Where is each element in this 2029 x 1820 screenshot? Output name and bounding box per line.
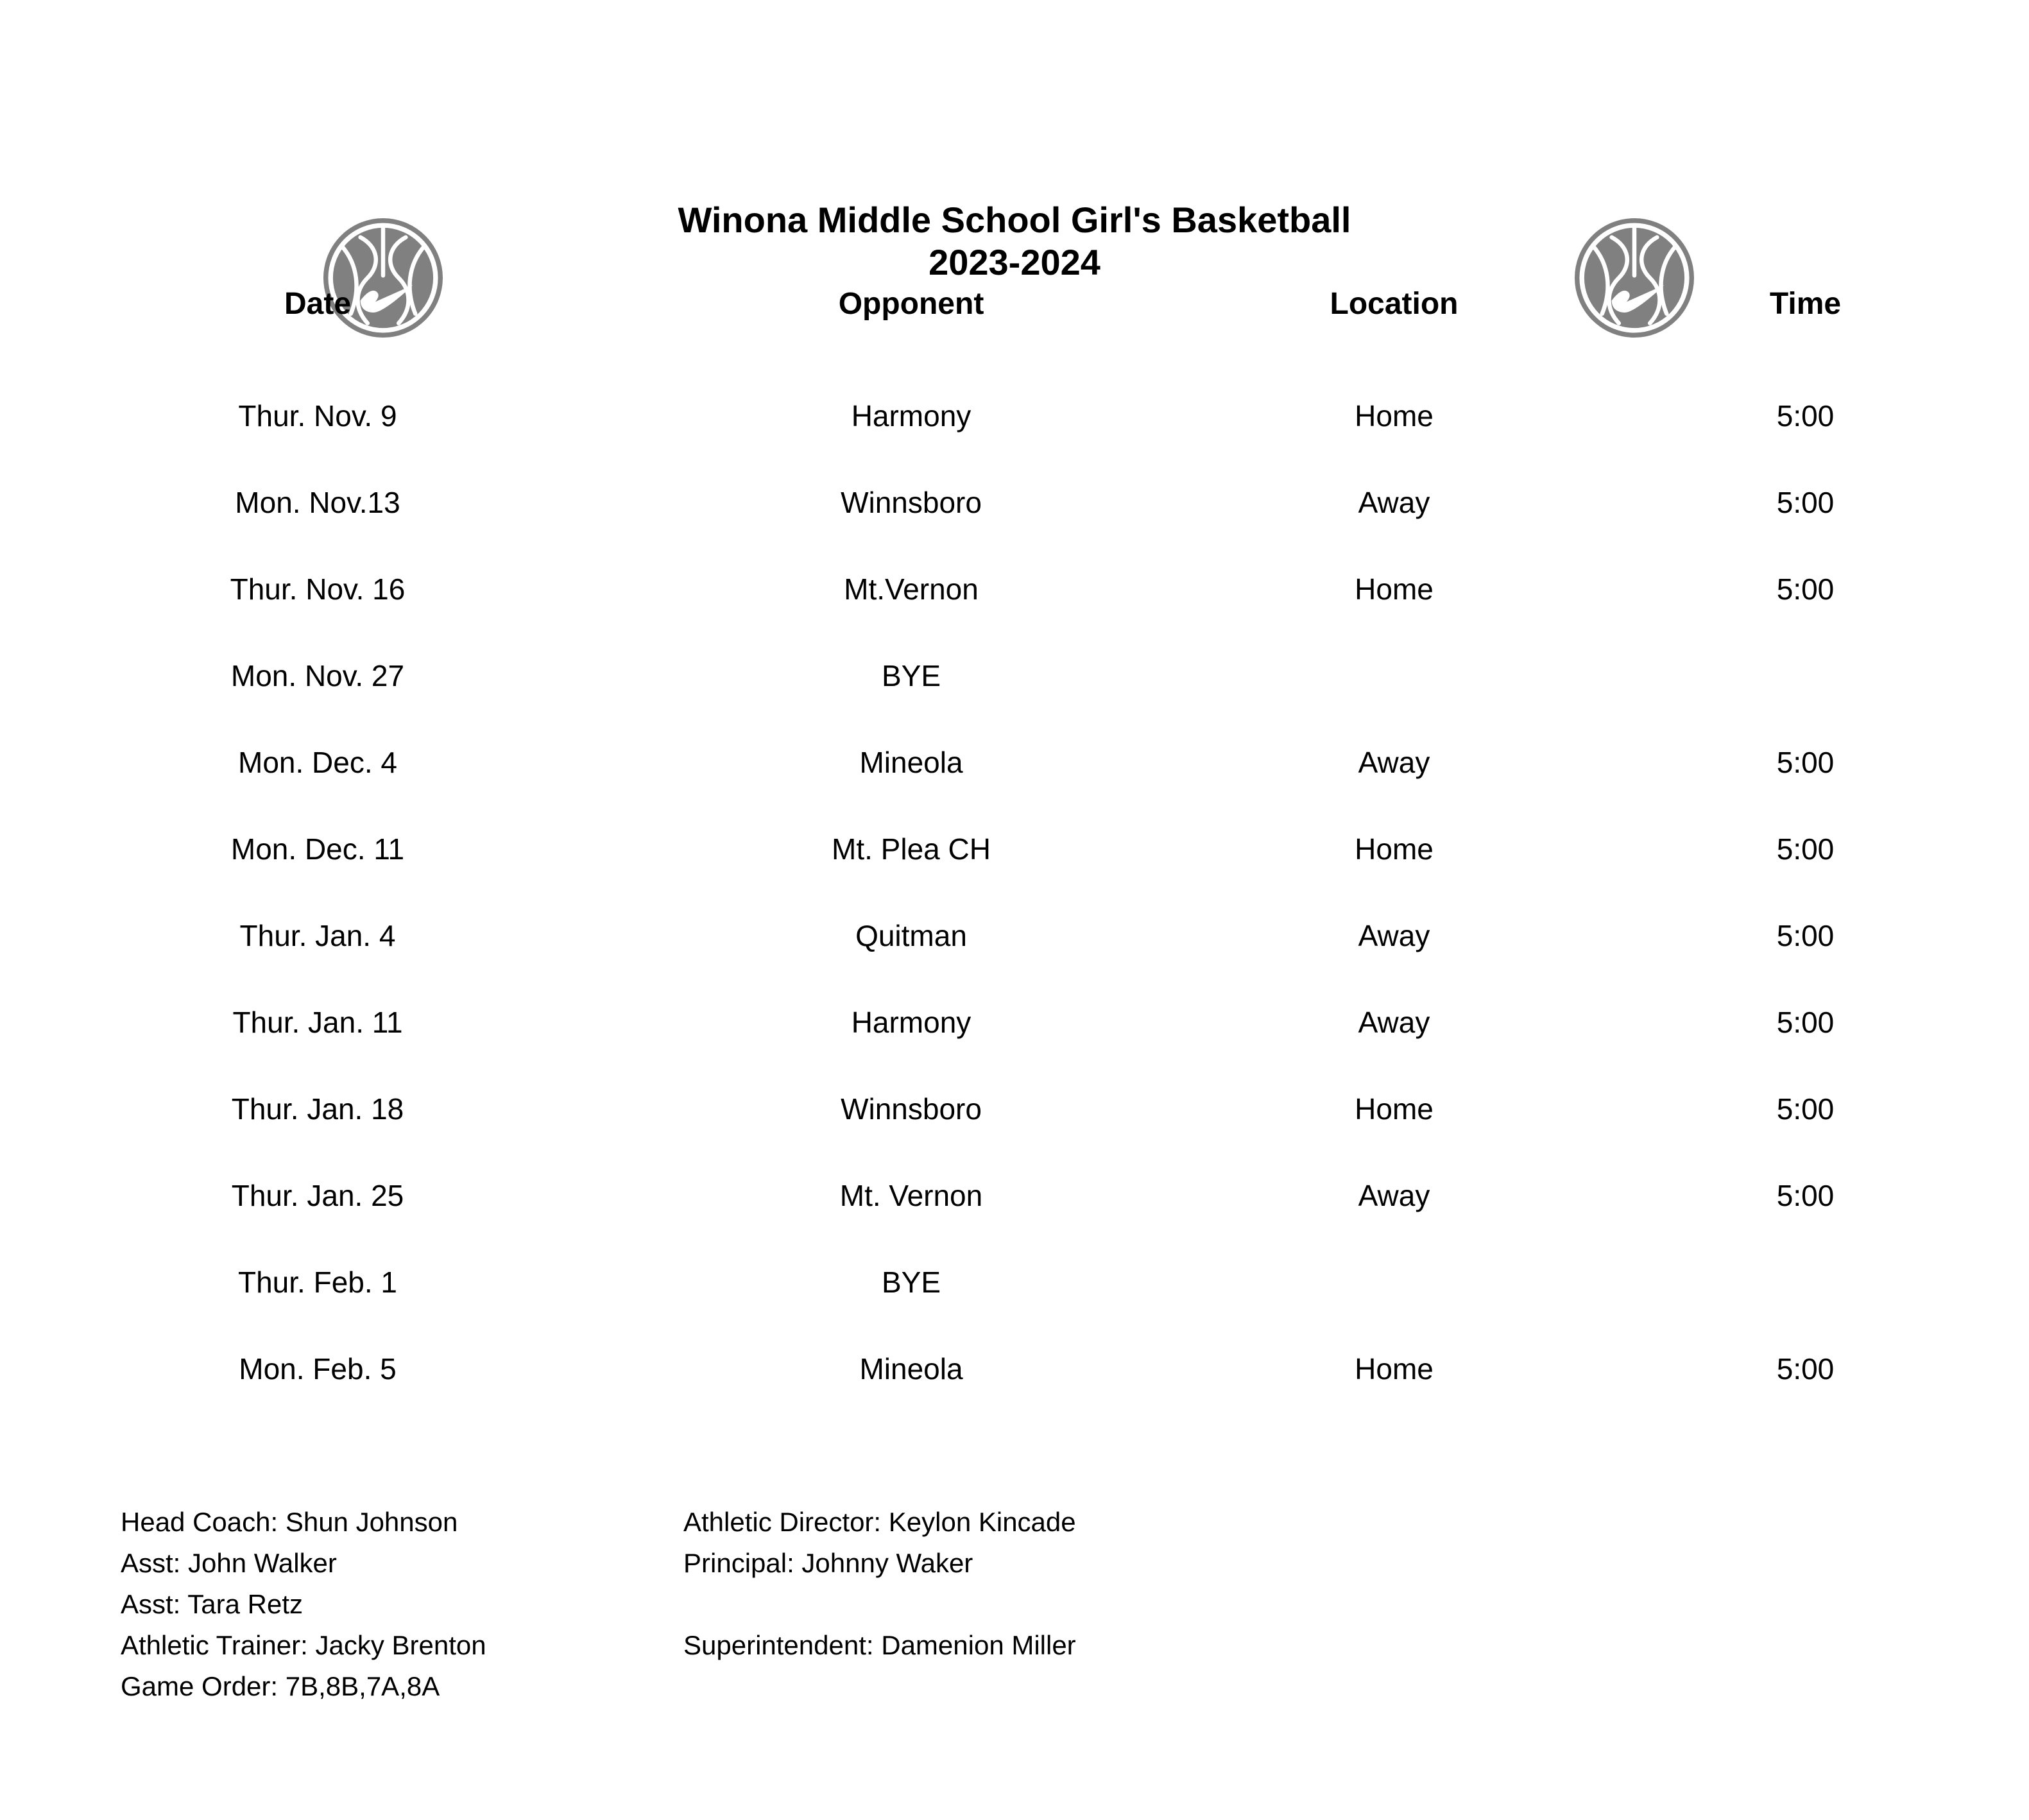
cell-time: 5:00 — [1776, 1092, 1835, 1126]
cell-time — [1601, 1239, 2029, 1325]
staff-entry-left: Asst: Tara Retz — [121, 1589, 303, 1619]
staff-row — [121, 1502, 1532, 1543]
cell-location: Away — [1358, 918, 1430, 952]
column-header-date: Date — [284, 287, 352, 321]
cell-opponent: Quitman — [855, 918, 967, 952]
table-row — [0, 1325, 2029, 1412]
cell-date: Thur. Feb. 1 — [237, 1265, 397, 1299]
staff-row — [121, 1666, 1532, 1707]
cell-opponent: Mt. Plea CH — [832, 832, 991, 866]
page-header — [0, 96, 2029, 283]
cell-time: 5:00 — [1776, 1352, 1835, 1386]
table-row — [0, 459, 2029, 545]
cell-location: Away — [1358, 745, 1430, 779]
column-header-location: Location — [1330, 287, 1459, 321]
cell-opponent: BYE — [881, 658, 941, 692]
staff-row — [121, 1625, 1532, 1666]
staff-row — [121, 1584, 1532, 1625]
cell-time: 5:00 — [1776, 918, 1835, 952]
cell-location: Away — [1358, 1005, 1430, 1039]
cell-date: Thur. Jan. 25 — [231, 1178, 404, 1212]
cell-location: Home — [1355, 399, 1434, 433]
cell-time: 5:00 — [1776, 1005, 1835, 1039]
staff-entry-right: Athletic Director: Keylon Kincade — [683, 1507, 1076, 1537]
cell-time: 5:00 — [1776, 399, 1835, 433]
cell-location — [1187, 632, 1601, 719]
cell-time: 5:00 — [1776, 1178, 1835, 1212]
staff-entry-left: Game Order: 7B,8B,7A,8A — [121, 1671, 440, 1701]
cell-time: 5:00 — [1776, 832, 1835, 866]
staff-entry-left: Asst: John Walker — [121, 1548, 337, 1578]
schedule-table — [0, 289, 2029, 1412]
table-row — [0, 632, 2029, 719]
column-header-time: Time — [1769, 287, 1842, 321]
cell-location: Home — [1355, 1092, 1434, 1126]
cell-opponent: Harmony — [851, 399, 972, 433]
staff-row — [121, 1543, 1532, 1584]
table-row — [0, 1065, 2029, 1152]
cell-date: Mon. Nov.13 — [235, 485, 400, 519]
table-row — [0, 719, 2029, 805]
title-block — [469, 199, 1560, 284]
cell-opponent: BYE — [881, 1265, 941, 1299]
cell-location: Home — [1355, 572, 1434, 606]
cell-location: Away — [1358, 485, 1430, 519]
cell-date: Thur. Jan. 11 — [232, 1005, 403, 1039]
cell-location: Home — [1355, 832, 1434, 866]
column-header-opponent: Opponent — [838, 287, 984, 321]
cell-opponent: Mt.Vernon — [844, 572, 979, 606]
cell-date: Thur. Nov. 16 — [230, 572, 406, 606]
table-row — [0, 979, 2029, 1065]
cell-opponent: Winnsboro — [841, 1092, 982, 1126]
cell-opponent: Harmony — [851, 1005, 972, 1039]
staff-info-block — [121, 1502, 1532, 1707]
cell-date: Mon. Dec. 11 — [230, 832, 405, 866]
cell-opponent: Mineola — [859, 745, 963, 779]
staff-entry-right: Superintendent: Damenion Miller — [683, 1630, 1076, 1660]
table-row — [0, 1239, 2029, 1325]
table-row — [0, 805, 2029, 892]
cell-time — [1601, 632, 2029, 719]
cell-time: 5:00 — [1776, 485, 1835, 519]
table-row — [0, 1152, 2029, 1239]
cell-time: 5:00 — [1776, 572, 1835, 606]
staff-entry-right: Principal: Johnny Waker — [683, 1548, 973, 1578]
cell-location: Away — [1358, 1178, 1430, 1212]
cell-location — [1187, 1239, 1601, 1325]
cell-date: Thur. Jan. 18 — [231, 1092, 404, 1126]
cell-date: Mon. Feb. 5 — [239, 1352, 397, 1386]
season-subtitle: 2023-2024 — [929, 242, 1100, 283]
staff-entry-left: Athletic Trainer: Jacky Brenton — [121, 1630, 486, 1660]
cell-date: Mon. Dec. 4 — [238, 745, 397, 779]
cell-location: Home — [1355, 1352, 1434, 1386]
staff-entry-left: Head Coach: Shun Johnson — [121, 1507, 458, 1537]
page-title: Winona Middle School Girl's Basketball — [678, 200, 1351, 240]
cell-date: Thur. Nov. 9 — [238, 399, 397, 433]
table-row — [0, 545, 2029, 632]
table-header-row — [0, 289, 2029, 372]
cell-date: Mon. Nov. 27 — [230, 658, 405, 692]
table-row — [0, 892, 2029, 979]
cell-date: Thur. Jan. 4 — [239, 918, 396, 952]
cell-opponent: Mineola — [859, 1352, 963, 1386]
cell-opponent: Mt. Vernon — [839, 1178, 983, 1212]
cell-opponent: Winnsboro — [841, 485, 982, 519]
schedule-body — [0, 372, 2029, 1412]
cell-time: 5:00 — [1776, 745, 1835, 779]
table-row — [0, 372, 2029, 459]
